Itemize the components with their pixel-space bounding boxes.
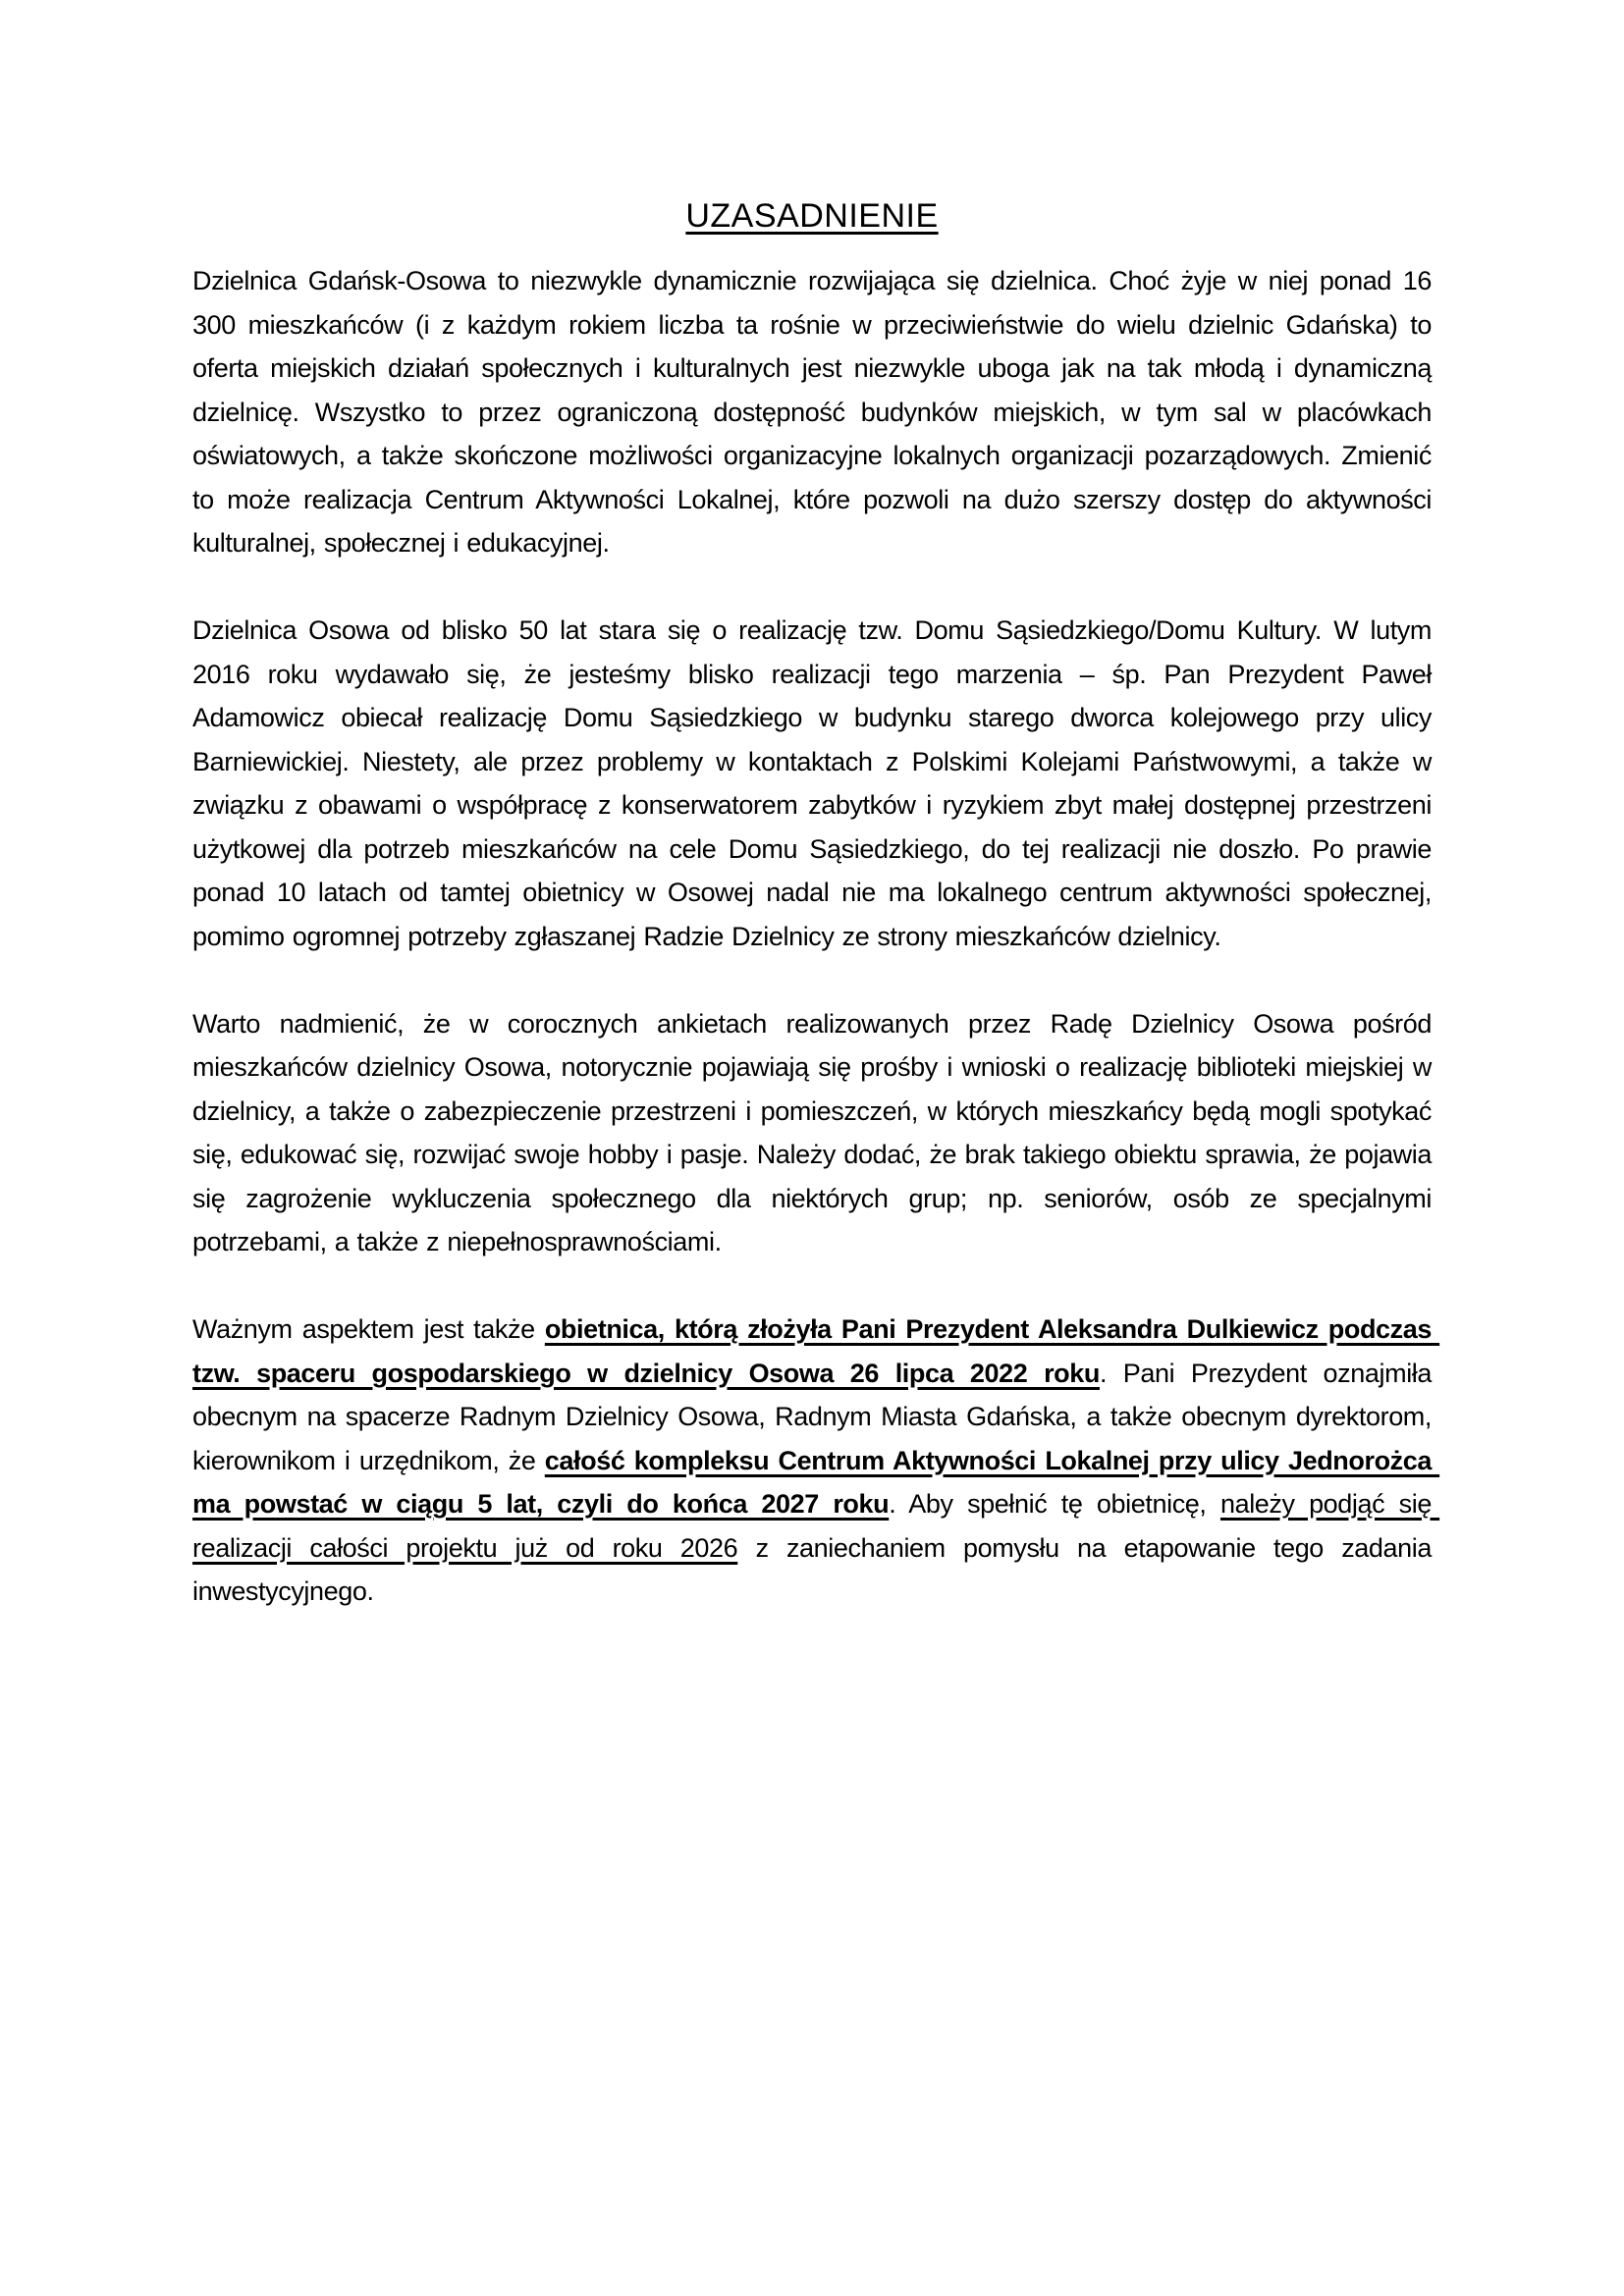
text-run: . Pani Prezydent oznajmiła obecnym na spacerze Radnym Dzielnicy Osowa, Radnym Miasta Gdańska, a także obecnym dyrektorom, kierownikom i urzędnikom, że bbox=[192, 1358, 1440, 1475]
document-content bbox=[192, 0, 1440, 1657]
document-title: UZASADNIENIE bbox=[685, 197, 939, 235]
text-run-bold-underline: obietnica, którą złożyła Pani Prezydent Aleksandra Dulkiewicz podczas tzw. spaceru gospodarskiego w dzielnicy Osowa 26 lipca 2022 roku bbox=[192, 1314, 1440, 1388]
paragraph bbox=[192, 1308, 1440, 1614]
text-run: Dzielnica Gdańsk-Osowa to niezwykle dynamicznie rozwijająca się dzielnica. Choć żyje w niej ponad 16 300 mieszkańców (i z każdym rokiem liczba ta rośnie w przeciwieństwie do wielu dzielnic Gdańska) to oferta miejskich działań społecznych i kulturalnych jest niezwykle uboga jak na tak młodą i dynamiczną dzielnicę. Wszystko to przez ograniczoną dostępność budynków miejskich, w tym sal w placówkach oświatowych, a także skończone możliwości organizacyjne lokalnych organizacji pozarządowych. Zmienić to może realizacja Centrum Aktywności Lokalnej, które pozwoli na dużo szerszy dostęp do aktywności kulturalnej, społecznej i edukacyjnej. bbox=[192, 266, 1440, 558]
document-paragraphs bbox=[192, 259, 1440, 1614]
text-run: Ważnym aspektem jest także bbox=[192, 1314, 545, 1344]
paragraph bbox=[192, 609, 1440, 958]
text-run: Dzielnica Osowa od blisko 50 lat stara się o realizację tzw. Domu Sąsiedzkiego/Domu Kultury. W lutym 2016 roku wydawało się, że jesteśmy blisko realizacji tego marzenia – śp. Pan Prezydent Paweł Adamowicz obiecał realizację Domu Sąsiedzkiego w budynku starego dworca kolejowego przy ulicy Barniewickiej. Niestety, ale przez problemy w kontaktach z Polskimi Kolejami Państwowymi, a także w związku z obawami o współpracę z konserwatorem zabytków i ryzykiem zbyt małej dostępnej przestrzeni użytkowej dla potrzeb mieszkańców na cele Domu Sąsiedzkiego, do tej realizacji nie doszło. Po prawie ponad 10 latach od tamtej obietnicy w Osowej nadal nie ma lokalnego centrum aktywności społecznej, pomimo ogromnej potrzeby zgłaszanej Radzie Dzielnicy ze strony mieszkańców dzielnicy. bbox=[192, 615, 1440, 951]
text-run: z zaniechaniem pomysłu na etapowanie tego zadania inwestycyjnego. bbox=[192, 1532, 1440, 1606]
paragraph bbox=[192, 259, 1440, 565]
text-run-bold-underline: całość kompleksu Centrum Aktywności Lokalnej przy ulicy Jednorożca ma powstać w ciągu 5 lat, czyli do końca 2027 roku bbox=[192, 1445, 1440, 1519]
text-run-underline: należy podjąć się realizacji całości projektu już od roku 2026 bbox=[192, 1489, 1440, 1563]
paragraph bbox=[192, 1002, 1440, 1264]
text-run: Warto nadmienić, że w corocznych ankietach realizowanych przez Radę Dzielnicy Osowa pośród mieszkańców dzielnicy Osowa, notorycznie pojawiają się prośby i wnioski o realizację biblioteki miejskiej w dzielnicy, a także o zabezpieczenie przestrzeni i pomieszczeń, w których mieszkańcy będą mogli spotykać się, edukować się, rozwijać swoje hobby i pasje. Należy dodać, że brak takiego obiektu sprawia, że pojawia się zagrożenie wykluczenia społecznego dla niektórych grup; np. seniorów, osób ze specjalnymi potrzebami, a także z niepełnosprawnościami. bbox=[192, 1008, 1440, 1256]
text-run: . Aby spełnić tę obietnicę, bbox=[889, 1489, 1220, 1519]
